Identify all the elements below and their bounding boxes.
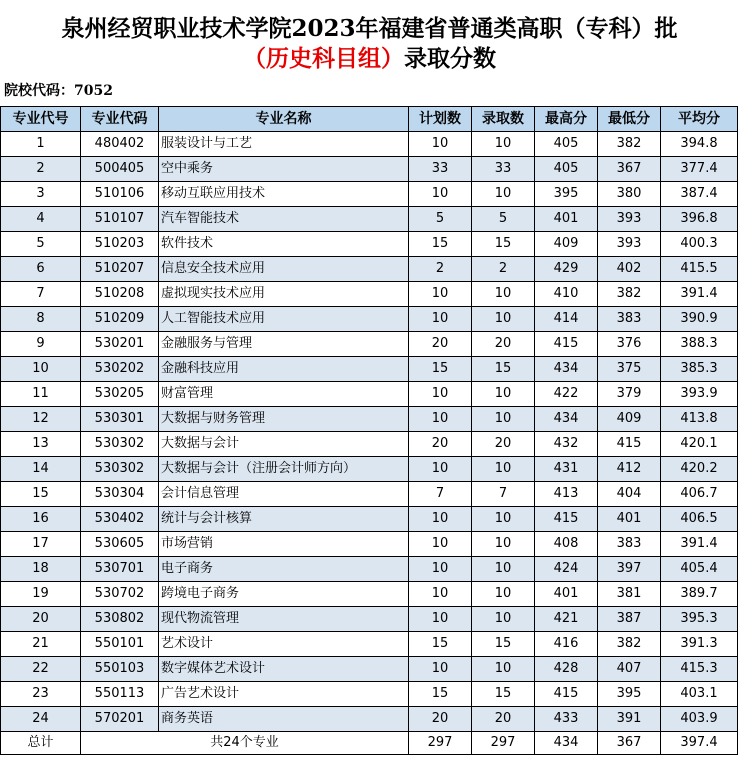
school-code: 院校代码：7052 — [4, 83, 113, 99]
cell-avg-score: 390.9 — [661, 307, 738, 332]
cell-max-score: 415 — [535, 332, 598, 357]
table-row — [1, 332, 738, 357]
cell-plan-count: 15 — [409, 357, 472, 382]
cell-major-no: 14 — [1, 457, 81, 482]
cell-admitted-count: 10 — [472, 132, 535, 157]
table-row — [1, 157, 738, 182]
cell-major-name: 商务英语 — [159, 707, 409, 732]
cell-admitted-count: 15 — [472, 232, 535, 257]
cell-major-name: 移动互联应用技术 — [159, 182, 409, 207]
cell-major-no: 18 — [1, 557, 81, 582]
cell-admitted-count: 20 — [472, 332, 535, 357]
cell-max-score: 434 — [535, 357, 598, 382]
table-row — [1, 607, 738, 632]
cell-avg-score: 395.3 — [661, 607, 738, 632]
cell-major-no: 16 — [1, 507, 81, 532]
cell-max-score: 414 — [535, 307, 598, 332]
cell-major-name: 跨境电子商务 — [159, 582, 409, 607]
cell-major-code: 550113 — [81, 682, 159, 707]
table-row — [1, 532, 738, 557]
header-max-score: 最高分 — [535, 107, 598, 132]
cell-plan-count: 10 — [409, 657, 472, 682]
cell-major-code: 530402 — [81, 507, 159, 532]
cell-major-no: 6 — [1, 257, 81, 282]
cell-min-score: 382 — [598, 282, 661, 307]
header-major-no: 专业代号 — [1, 107, 81, 132]
cell-major-code: 510107 — [81, 207, 159, 232]
cell-major-code: 530702 — [81, 582, 159, 607]
cell-max-score: 408 — [535, 532, 598, 557]
cell-avg-score: 415.5 — [661, 257, 738, 282]
cell-major-code: 530304 — [81, 482, 159, 507]
table-row — [1, 432, 738, 457]
cell-admitted-count: 20 — [472, 707, 535, 732]
cell-major-no: 22 — [1, 657, 81, 682]
cell-avg-score: 389.7 — [661, 582, 738, 607]
cell-avg-score: 388.3 — [661, 332, 738, 357]
cell-major-name: 市场营销 — [159, 532, 409, 557]
table-row — [1, 707, 738, 732]
cell-major-no: 1 — [1, 132, 81, 157]
cell-major-no: 12 — [1, 407, 81, 432]
cell-admitted-count: 5 — [472, 207, 535, 232]
cell-admitted-count: 33 — [472, 157, 535, 182]
cell-plan-count: 10 — [409, 532, 472, 557]
table-row — [1, 632, 738, 657]
table-row — [1, 482, 738, 507]
cell-admitted-count: 10 — [472, 557, 535, 582]
table-header-row — [1, 107, 738, 132]
cell-min-score: 391 — [598, 707, 661, 732]
cell-major-no: 10 — [1, 357, 81, 382]
table-row — [1, 232, 738, 257]
cell-plan-count: 15 — [409, 682, 472, 707]
cell-plan-count: 10 — [409, 582, 472, 607]
cell-major-name: 广告艺术设计 — [159, 682, 409, 707]
cell-plan-count: 10 — [409, 307, 472, 332]
cell-major-name: 艺术设计 — [159, 632, 409, 657]
cell-major-no: 19 — [1, 582, 81, 607]
cell-major-code: 530302 — [81, 432, 159, 457]
cell-admitted-count: 15 — [472, 682, 535, 707]
cell-avg-score: 393.9 — [661, 382, 738, 407]
cell-min-score: 387 — [598, 607, 661, 632]
cell-min-score: 367 — [598, 157, 661, 182]
cell-min-score: 381 — [598, 582, 661, 607]
table-row — [1, 457, 738, 482]
cell-major-no: 2 — [1, 157, 81, 182]
cell-major-name: 大数据与会计（注册会计师方向） — [159, 457, 409, 482]
cell-max-score: 415 — [535, 682, 598, 707]
cell-admitted-count: 10 — [472, 607, 535, 632]
cell-plan-count: 10 — [409, 557, 472, 582]
cell-major-no: 21 — [1, 632, 81, 657]
table-row — [1, 557, 738, 582]
cell-avg-score: 400.3 — [661, 232, 738, 257]
subtitle-rest: 录取分数 — [404, 45, 496, 72]
cell-plan-count: 10 — [409, 457, 472, 482]
page-subtitle — [0, 44, 739, 74]
cell-major-name: 统计与会计核算 — [159, 507, 409, 532]
cell-major-code: 480402 — [81, 132, 159, 157]
cell-major-no: 7 — [1, 282, 81, 307]
cell-plan-count: 10 — [409, 282, 472, 307]
total-row — [1, 732, 738, 755]
cell-admitted-count: 15 — [472, 357, 535, 382]
cell-major-code: 510208 — [81, 282, 159, 307]
cell-admitted-count: 15 — [472, 632, 535, 657]
table-row — [1, 282, 738, 307]
cell-min-score: 393 — [598, 207, 661, 232]
cell-major-no: 17 — [1, 532, 81, 557]
cell-major-no: 13 — [1, 432, 81, 457]
cell-max-score: 432 — [535, 432, 598, 457]
cell-avg-score: 377.4 — [661, 157, 738, 182]
header-major-code: 专业代码 — [81, 107, 159, 132]
cell-plan-count: 10 — [409, 382, 472, 407]
cell-major-code: 550101 — [81, 632, 159, 657]
cell-min-score: 383 — [598, 532, 661, 557]
cell-plan-count: 7 — [409, 482, 472, 507]
table-row — [1, 257, 738, 282]
cell-min-score: 382 — [598, 632, 661, 657]
cell-max-score: 405 — [535, 132, 598, 157]
cell-avg-score: 406.7 — [661, 482, 738, 507]
cell-avg-score: 420.2 — [661, 457, 738, 482]
cell-max-score: 434 — [535, 407, 598, 432]
cell-max-score: 405 — [535, 157, 598, 182]
cell-admitted-count: 10 — [472, 532, 535, 557]
table-row — [1, 582, 738, 607]
cell-major-name: 虚拟现实技术应用 — [159, 282, 409, 307]
cell-major-code: 550103 — [81, 657, 159, 682]
cell-max-score: 410 — [535, 282, 598, 307]
cell-admitted-count: 10 — [472, 282, 535, 307]
cell-major-name: 大数据与会计 — [159, 432, 409, 457]
cell-major-code: 510106 — [81, 182, 159, 207]
cell-max-score: 433 — [535, 707, 598, 732]
cell-max-score: 421 — [535, 607, 598, 632]
cell-min-score: 395 — [598, 682, 661, 707]
cell-plan-count: 5 — [409, 207, 472, 232]
cell-admitted-count: 2 — [472, 257, 535, 282]
cell-min-score: 376 — [598, 332, 661, 357]
cell-avg-score: 387.4 — [661, 182, 738, 207]
cell-major-name: 软件技术 — [159, 232, 409, 257]
cell-avg-score: 405.4 — [661, 557, 738, 582]
cell-plan-count: 20 — [409, 332, 472, 357]
cell-avg-score: 396.8 — [661, 207, 738, 232]
cell-major-name: 数字媒体艺术设计 — [159, 657, 409, 682]
cell-admitted-count: 10 — [472, 582, 535, 607]
cell-major-no: 23 — [1, 682, 81, 707]
cell-major-name: 金融科技应用 — [159, 357, 409, 382]
cell-major-code: 530802 — [81, 607, 159, 632]
cell-plan-count: 10 — [409, 507, 472, 532]
table-row — [1, 307, 738, 332]
cell-avg-score: 391.3 — [661, 632, 738, 657]
cell-major-name: 现代物流管理 — [159, 607, 409, 632]
cell-max-score: 413 — [535, 482, 598, 507]
cell-min-score: 383 — [598, 307, 661, 332]
cell-admitted-count: 7 — [472, 482, 535, 507]
cell-plan-count: 20 — [409, 707, 472, 732]
cell-major-code: 570201 — [81, 707, 159, 732]
cell-max-score: 415 — [535, 507, 598, 532]
cell-max-score: 424 — [535, 557, 598, 582]
total-avg: 397.4 — [661, 732, 738, 755]
cell-major-name: 电子商务 — [159, 557, 409, 582]
cell-admitted-count: 10 — [472, 657, 535, 682]
cell-major-code: 510209 — [81, 307, 159, 332]
cell-max-score: 401 — [535, 207, 598, 232]
cell-major-name: 人工智能技术应用 — [159, 307, 409, 332]
cell-major-code: 530201 — [81, 332, 159, 357]
cell-major-code: 530202 — [81, 357, 159, 382]
cell-min-score: 380 — [598, 182, 661, 207]
cell-plan-count: 15 — [409, 232, 472, 257]
cell-min-score: 375 — [598, 357, 661, 382]
cell-major-no: 15 — [1, 482, 81, 507]
cell-min-score: 404 — [598, 482, 661, 507]
cell-avg-score: 403.9 — [661, 707, 738, 732]
cell-major-name: 大数据与财务管理 — [159, 407, 409, 432]
cell-admitted-count: 10 — [472, 457, 535, 482]
cell-admitted-count: 10 — [472, 307, 535, 332]
total-max: 434 — [535, 732, 598, 755]
cell-max-score: 429 — [535, 257, 598, 282]
cell-major-name: 会计信息管理 — [159, 482, 409, 507]
cell-major-code: 510203 — [81, 232, 159, 257]
table-row — [1, 207, 738, 232]
admission-score-table — [0, 106, 738, 755]
cell-plan-count: 10 — [409, 182, 472, 207]
cell-major-no: 4 — [1, 207, 81, 232]
cell-admitted-count: 10 — [472, 407, 535, 432]
table-row — [1, 182, 738, 207]
table-row — [1, 682, 738, 707]
cell-major-name: 服装设计与工艺 — [159, 132, 409, 157]
cell-max-score: 428 — [535, 657, 598, 682]
cell-min-score: 393 — [598, 232, 661, 257]
cell-min-score: 382 — [598, 132, 661, 157]
cell-avg-score: 403.1 — [661, 682, 738, 707]
cell-min-score: 401 — [598, 507, 661, 532]
cell-avg-score: 391.4 — [661, 532, 738, 557]
table-row — [1, 407, 738, 432]
cell-major-no: 20 — [1, 607, 81, 632]
cell-avg-score: 394.8 — [661, 132, 738, 157]
cell-major-name: 空中乘务 — [159, 157, 409, 182]
cell-major-code: 530605 — [81, 532, 159, 557]
cell-plan-count: 15 — [409, 632, 472, 657]
cell-min-score: 379 — [598, 382, 661, 407]
cell-major-no: 11 — [1, 382, 81, 407]
cell-major-code: 530701 — [81, 557, 159, 582]
cell-min-score: 407 — [598, 657, 661, 682]
cell-min-score: 397 — [598, 557, 661, 582]
cell-max-score: 431 — [535, 457, 598, 482]
table-row — [1, 507, 738, 532]
cell-avg-score: 413.8 — [661, 407, 738, 432]
header-major-name: 专业名称 — [159, 107, 409, 132]
total-plan: 297 — [409, 732, 472, 755]
cell-max-score: 416 — [535, 632, 598, 657]
cell-major-code: 530302 — [81, 457, 159, 482]
cell-avg-score: 391.4 — [661, 282, 738, 307]
cell-min-score: 412 — [598, 457, 661, 482]
cell-major-name: 信息安全技术应用 — [159, 257, 409, 282]
table-row — [1, 382, 738, 407]
cell-admitted-count: 10 — [472, 182, 535, 207]
total-summary: 共24个专业 — [81, 732, 409, 755]
subject-group-label: （历史科目组） — [243, 45, 404, 72]
cell-admitted-count: 20 — [472, 432, 535, 457]
cell-admitted-count: 10 — [472, 507, 535, 532]
cell-avg-score: 420.1 — [661, 432, 738, 457]
cell-major-name: 财富管理 — [159, 382, 409, 407]
cell-plan-count: 33 — [409, 157, 472, 182]
cell-major-no: 8 — [1, 307, 81, 332]
cell-major-code: 510207 — [81, 257, 159, 282]
cell-avg-score: 385.3 — [661, 357, 738, 382]
cell-major-code: 530205 — [81, 382, 159, 407]
cell-plan-count: 20 — [409, 432, 472, 457]
header-avg-score: 平均分 — [661, 107, 738, 132]
cell-plan-count: 10 — [409, 132, 472, 157]
total-label: 总计 — [1, 732, 81, 755]
cell-min-score: 402 — [598, 257, 661, 282]
cell-plan-count: 10 — [409, 407, 472, 432]
cell-min-score: 415 — [598, 432, 661, 457]
cell-major-code: 500405 — [81, 157, 159, 182]
cell-plan-count: 10 — [409, 607, 472, 632]
cell-major-no: 3 — [1, 182, 81, 207]
cell-major-no: 9 — [1, 332, 81, 357]
cell-major-name: 金融服务与管理 — [159, 332, 409, 357]
header-plan-count: 计划数 — [409, 107, 472, 132]
cell-major-no: 24 — [1, 707, 81, 732]
cell-plan-count: 2 — [409, 257, 472, 282]
cell-min-score: 409 — [598, 407, 661, 432]
cell-major-code: 530301 — [81, 407, 159, 432]
table-row — [1, 357, 738, 382]
total-min: 367 — [598, 732, 661, 755]
cell-max-score: 401 — [535, 582, 598, 607]
cell-admitted-count: 10 — [472, 382, 535, 407]
cell-max-score: 395 — [535, 182, 598, 207]
table-row — [1, 132, 738, 157]
page-title: 泉州经贸职业技术学院2023年福建省普通类高职（专科）批 — [61, 15, 678, 42]
header-min-score: 最低分 — [598, 107, 661, 132]
cell-avg-score: 406.5 — [661, 507, 738, 532]
cell-max-score: 422 — [535, 382, 598, 407]
cell-major-name: 汽车智能技术 — [159, 207, 409, 232]
table-row — [1, 657, 738, 682]
total-admitted: 297 — [472, 732, 535, 755]
cell-avg-score: 415.3 — [661, 657, 738, 682]
header-admitted-count: 录取数 — [472, 107, 535, 132]
cell-major-no: 5 — [1, 232, 81, 257]
cell-max-score: 409 — [535, 232, 598, 257]
